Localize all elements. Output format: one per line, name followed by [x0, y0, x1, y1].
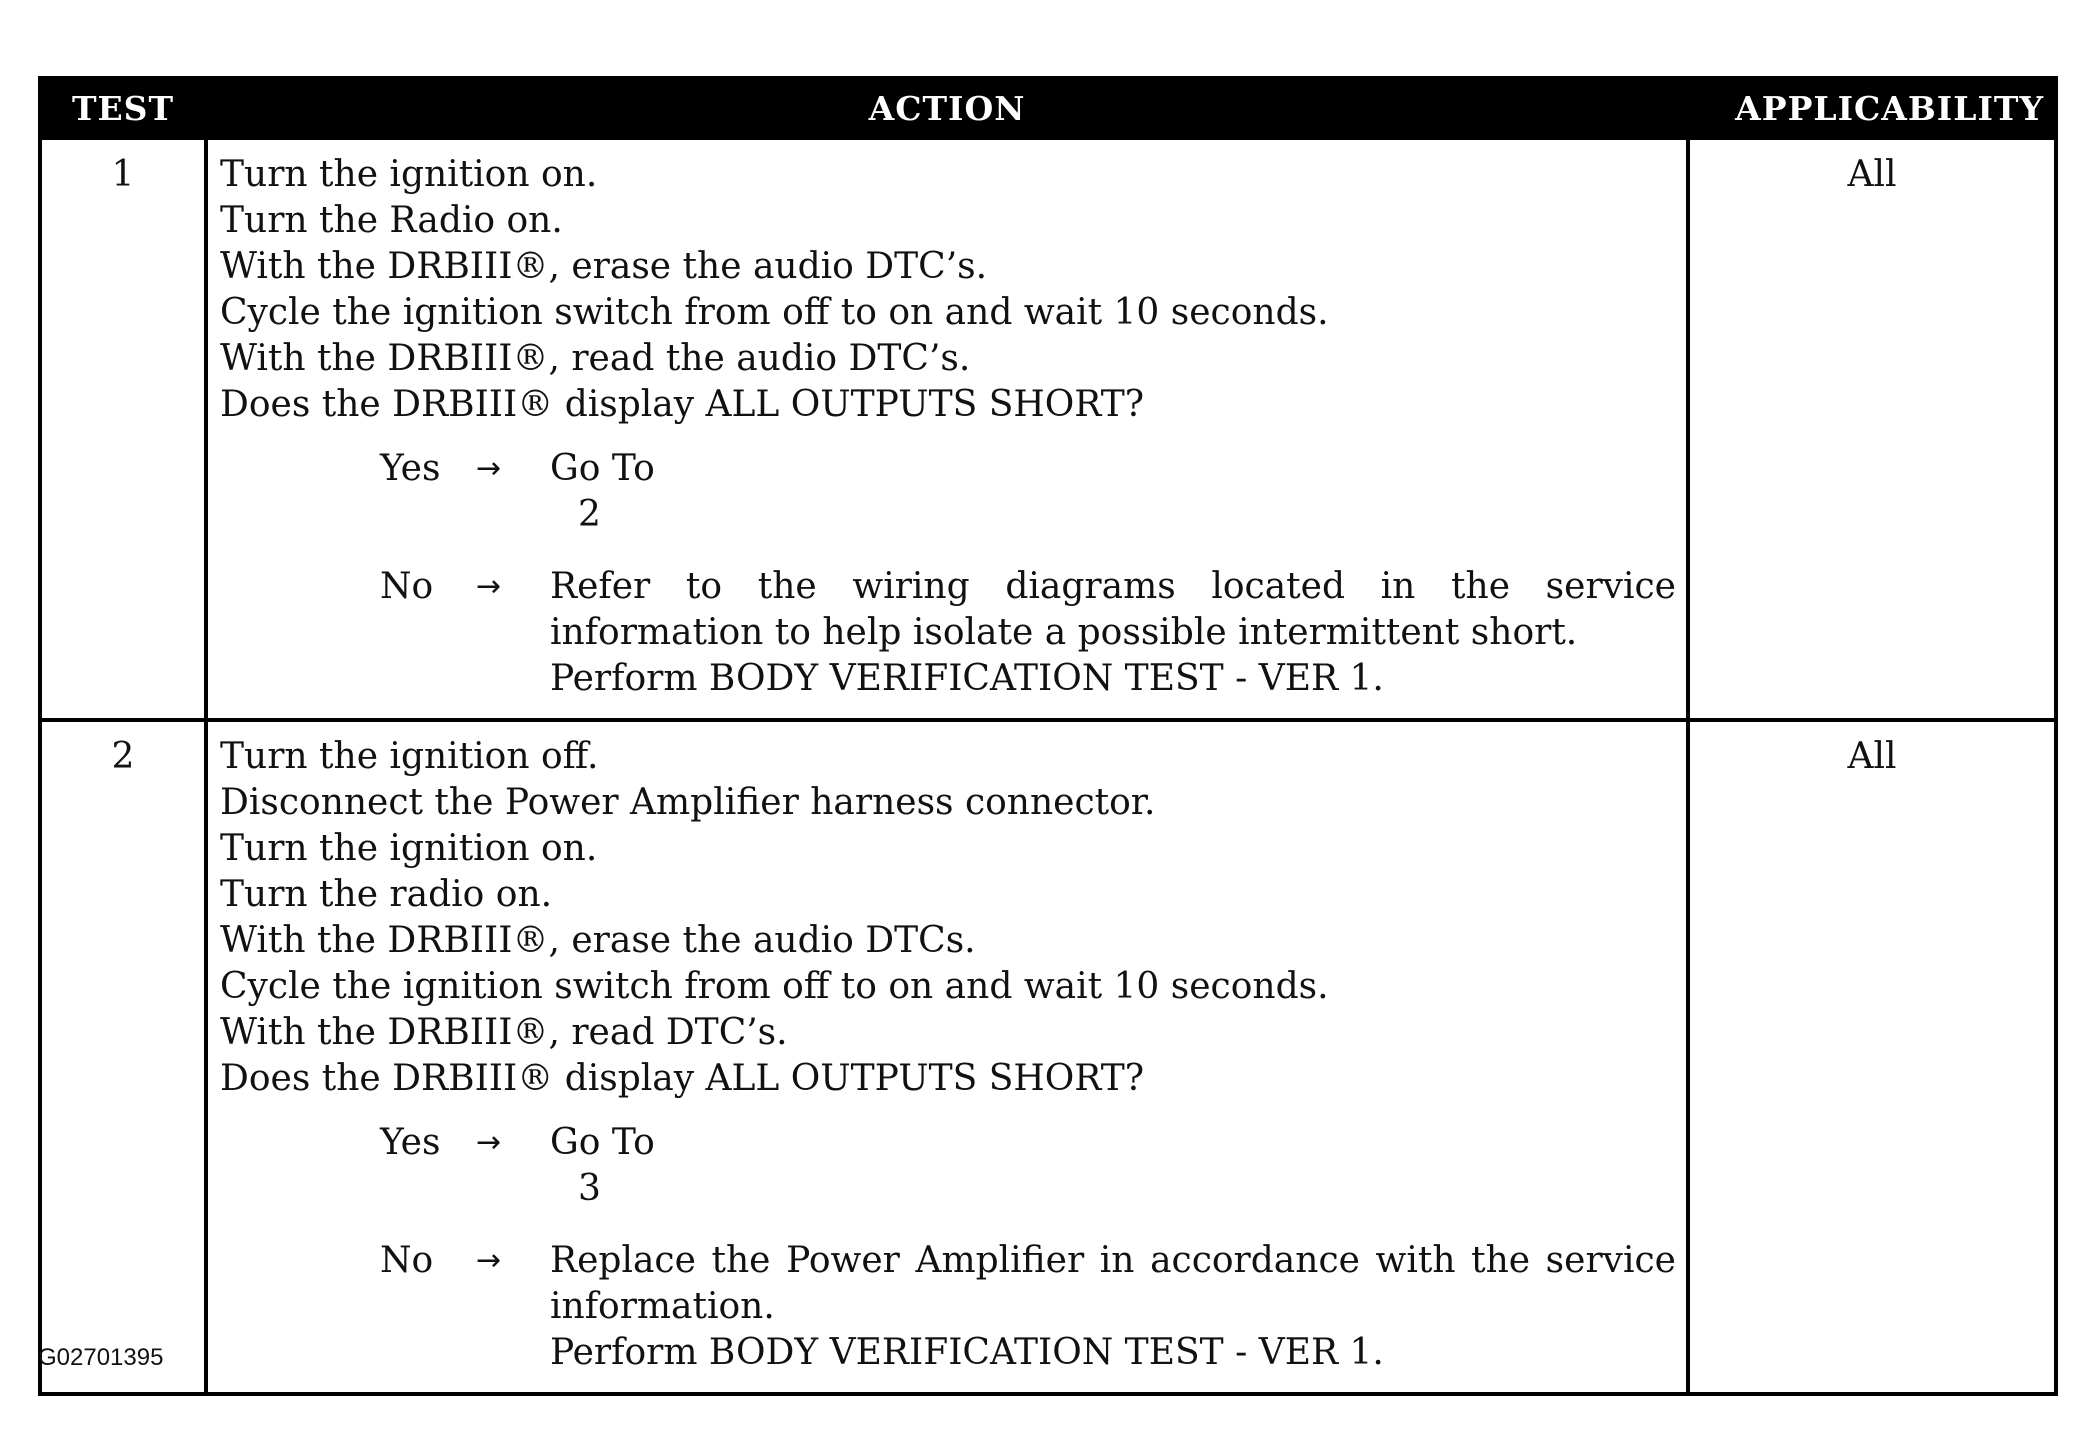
action-step: Turn the ignition on. — [220, 154, 598, 195]
goto-target: 2 — [578, 494, 601, 535]
arrow-icon: → — [476, 569, 502, 604]
yes-goto — [550, 446, 1676, 538]
test-number: 2 — [40, 720, 206, 1394]
header-applicability: APPLICABILITY — [1688, 78, 2056, 138]
no-label: No — [380, 1240, 434, 1281]
no-instruction-line: Perform BODY VERIFICATION TEST - VER 1. — [550, 1332, 1384, 1373]
yes-label: Yes — [380, 1122, 441, 1163]
action-step: Does the DRBIII® display ALL OUTPUTS SHORT? — [220, 1058, 1145, 1099]
no-label: No — [380, 566, 434, 607]
action-step: Disconnect the Power Amplifier harness connector. — [220, 782, 1156, 823]
test-number: 1 — [40, 138, 206, 720]
no-instruction-line: Perform BODY VERIFICATION TEST - VER 1. — [550, 658, 1384, 699]
arrow-icon: → — [476, 451, 502, 486]
no-instructions — [550, 564, 1676, 702]
yes-goto — [550, 1120, 1676, 1212]
header-test: TEST — [40, 78, 206, 138]
action-cell — [206, 720, 1688, 1394]
action-step: With the DRBIII®, erase the audio DTC’s. — [220, 246, 988, 287]
arrow-icon: → — [476, 1125, 502, 1160]
goto-label: Go To — [550, 1122, 655, 1163]
figure-id: G02701395 — [38, 1344, 164, 1371]
applicability-value: All — [1688, 720, 2056, 1394]
action-step: Cycle the ignition switch from off to on and wait 10 seconds. — [220, 966, 1329, 1007]
action-step: With the DRBIII®, read the audio DTC’s. — [220, 338, 971, 379]
no-result — [220, 1238, 1676, 1376]
action-step: Turn the Radio on. — [220, 200, 563, 241]
diagnostic-test-table — [38, 76, 2058, 1396]
action-step: With the DRBIII®, erase the audio DTCs. — [220, 920, 976, 961]
no-instruction-line: Refer to the wiring diagrams located in the service information to help isolate a possible intermittent short. — [550, 566, 1676, 653]
yes-result — [220, 1120, 1676, 1212]
action-step: Cycle the ignition switch from off to on and wait 10 seconds. — [220, 292, 1329, 333]
action-step: Turn the ignition off. — [220, 736, 599, 777]
no-result — [220, 564, 1676, 702]
goto-target: 3 — [578, 1168, 601, 1209]
table-row — [40, 138, 2056, 720]
applicability-value: All — [1688, 138, 2056, 720]
header-action: ACTION — [206, 78, 1688, 138]
action-cell — [206, 138, 1688, 720]
goto-label: Go To — [550, 448, 655, 489]
yes-result — [220, 446, 1676, 538]
table-header-row — [40, 78, 2056, 138]
action-step: Turn the ignition on. — [220, 828, 598, 869]
no-instruction-line: Replace the Power Amplifier in accordance with the service information. — [550, 1240, 1676, 1327]
action-step: Turn the radio on. — [220, 874, 553, 915]
no-instructions — [550, 1238, 1676, 1376]
action-step: With the DRBIII®, read DTC’s. — [220, 1012, 788, 1053]
action-step: Does the DRBIII® display ALL OUTPUTS SHORT? — [220, 384, 1145, 425]
arrow-icon: → — [476, 1243, 502, 1278]
yes-label: Yes — [380, 448, 441, 489]
table-row — [40, 720, 2056, 1394]
